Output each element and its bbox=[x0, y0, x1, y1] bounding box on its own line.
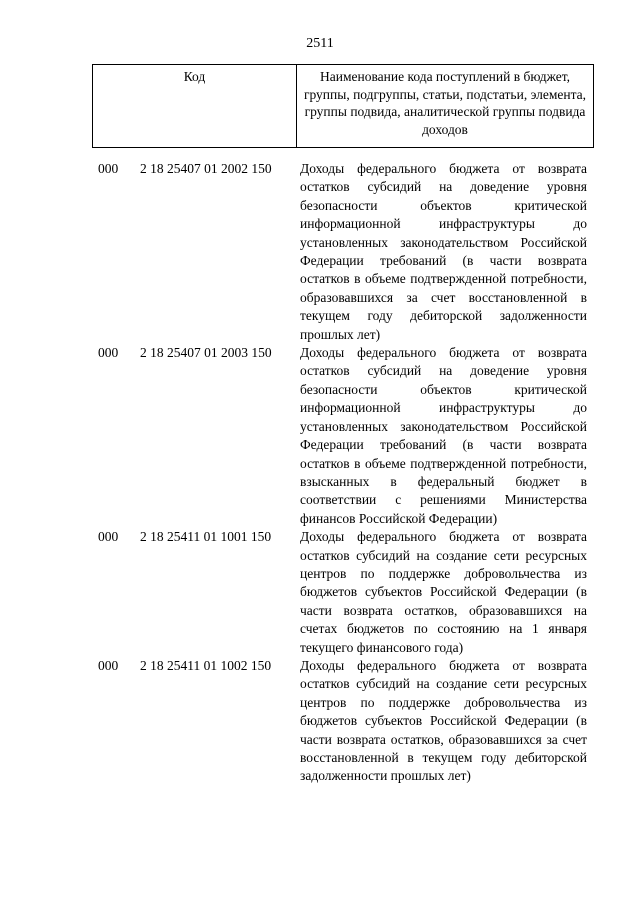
table-row bbox=[0, 344, 640, 528]
table-row bbox=[0, 657, 640, 786]
admin-code: 000 bbox=[98, 161, 119, 176]
entries-list bbox=[0, 160, 640, 786]
header-code-column: Код bbox=[93, 65, 297, 147]
revenue-code: 2 18 25407 01 2003 150 bbox=[140, 345, 272, 361]
revenue-description: Доходы федерального бюджета от возврата остатков субсидий на доведение уровня безопасности объектов критической информационной инфраструктуры до установленных законодательством Российской Федерации требований (в части возврата остатков в объеме подтвержденной потребности, взысканных в федеральный бюджет в соответствии с решениями Министерства финансов Российской Федерации) bbox=[300, 345, 587, 526]
table-row bbox=[0, 528, 640, 657]
table-header bbox=[92, 64, 594, 148]
table-row bbox=[0, 160, 640, 344]
revenue-code: 2 18 25411 01 1002 150 bbox=[140, 657, 272, 673]
revenue-description: Доходы федерального бюджета от возврата остатков субсидий на создание сети ресурсных центров по поддержке добровольчества из бюджетов субъектов Российской Федерации (в части возврата остатков, образовавшихся на счетах бюджетов по состоянию на 1 января текущего финансового года) bbox=[300, 529, 587, 655]
admin-code: 000 bbox=[98, 345, 119, 361]
admin-code: 000 bbox=[98, 657, 119, 673]
revenue-description: Доходы федерального бюджета от возврата остатков субсидий на создание сети ресурсных центров по поддержке добровольчества из бюджетов субъектов Российской Федерации (в части возврата остатков, образовавшихся за счет восстановленной в текущем году дебиторской задолженности прошлых лет) bbox=[300, 657, 587, 784]
revenue-code: 2 18 25411 01 1001 150 bbox=[140, 529, 272, 545]
revenue-code: 2 18 25407 01 2002 150 bbox=[140, 161, 272, 176]
admin-code: 000 bbox=[98, 529, 119, 545]
page-number: 2511 bbox=[306, 36, 334, 51]
header-name-column: Наименование кода поступлений в бюджет, группы, подгруппы, статьи, подстатьи, элемента, группы подвида, аналитической группы подвида доходов bbox=[303, 69, 587, 137]
revenue-description: Доходы федерального бюджета от возврата остатков субсидий на доведение уровня безопасности объектов критической информационной инфраструктуры до установленных законодательством Российской Федерации требований (в части возврата остатков в объеме подтвержденной потребности, образовавшихся за счет восстановленной в текущем году дебиторской задолженности прошлых лет) bbox=[300, 161, 587, 342]
